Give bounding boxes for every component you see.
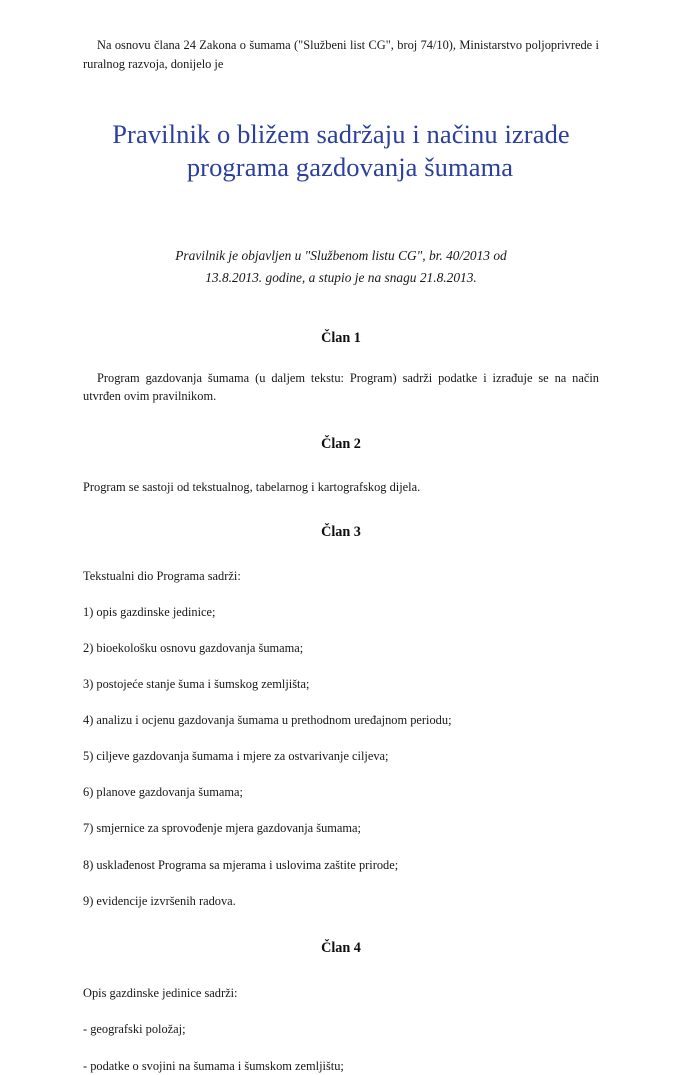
document-content <box>83 0 599 1075</box>
list-item: 7) smjernice za sprovođenje mjera gazdovanja šumama; <box>83 821 361 836</box>
page-title-line-2: programa gazdovanja šumama <box>186 151 514 182</box>
article-heading-2: Član 2 <box>321 436 361 452</box>
list-item: - podatke o svojini na šumama i šumskom zemljištu; <box>83 1058 344 1073</box>
list-item: 9) evidencije izvršenih radova. <box>83 893 236 908</box>
publication-note-line-2: 13.8.2013. godine, a stupio je na snagu 21.8.2013. <box>205 269 477 285</box>
publication-note-line-1: Pravilnik je objavljen u "Službenom listu CG", br. 40/2013 od <box>175 248 507 264</box>
article-lead-in-4: Opis gazdinske jedinice sadrži: <box>83 986 238 1001</box>
list-item: 2) bioekološku osnovu gazdovanja šumama; <box>83 640 304 655</box>
article-item-list-3 <box>83 603 599 910</box>
page-title-line-1: Pravilnik o bližem sadržaju i načinu izrade <box>112 118 570 149</box>
intro-paragraph: Na osnovu člana 24 Zakona o šumama ("Službeni list CG", broj 74/10), Ministarstvo poljoprivrede i ruralnog razvoja, donijelo je <box>83 38 599 71</box>
article-paragraph-1: Program gazdovanja šumama (u daljem tekstu: Program) sadrži podatke i izrađuje se na način utvrđen ovim pravilnikom. <box>83 370 599 404</box>
page-title <box>83 118 599 184</box>
list-item: 5) ciljeve gazdovanja šumama i mjere za ostvarivanje ciljeva; <box>83 749 389 764</box>
list-item: 1) opis gazdinske jedinice; <box>83 604 216 619</box>
list-item: - geografski položaj; <box>83 1022 186 1037</box>
article-paragraph-2: Program se sastoji od tekstualnog, tabelarnog i kartografskog dijela. <box>83 480 421 495</box>
list-item: 4) analizu i ocjenu gazdovanja šumama u prethodnom uređajnom periodu; <box>83 713 452 728</box>
list-item: 6) planove gazdovanja šumama; <box>83 785 243 800</box>
article-heading-1: Član 1 <box>321 329 361 346</box>
publication-note <box>83 245 599 287</box>
list-item: 8) usklađenost Programa sa mjerama i uslovima zaštite prirode; <box>83 857 399 872</box>
article-lead-in-3: Tekstualni dio Programa sadrži: <box>83 568 241 583</box>
list-item: 3) postojeće stanje šuma i šumskog zemljišta; <box>83 677 310 691</box>
article-heading-3: Član 3 <box>321 523 361 540</box>
article-heading-4: Član 4 <box>321 940 361 957</box>
article-item-list-4 <box>83 1020 599 1075</box>
